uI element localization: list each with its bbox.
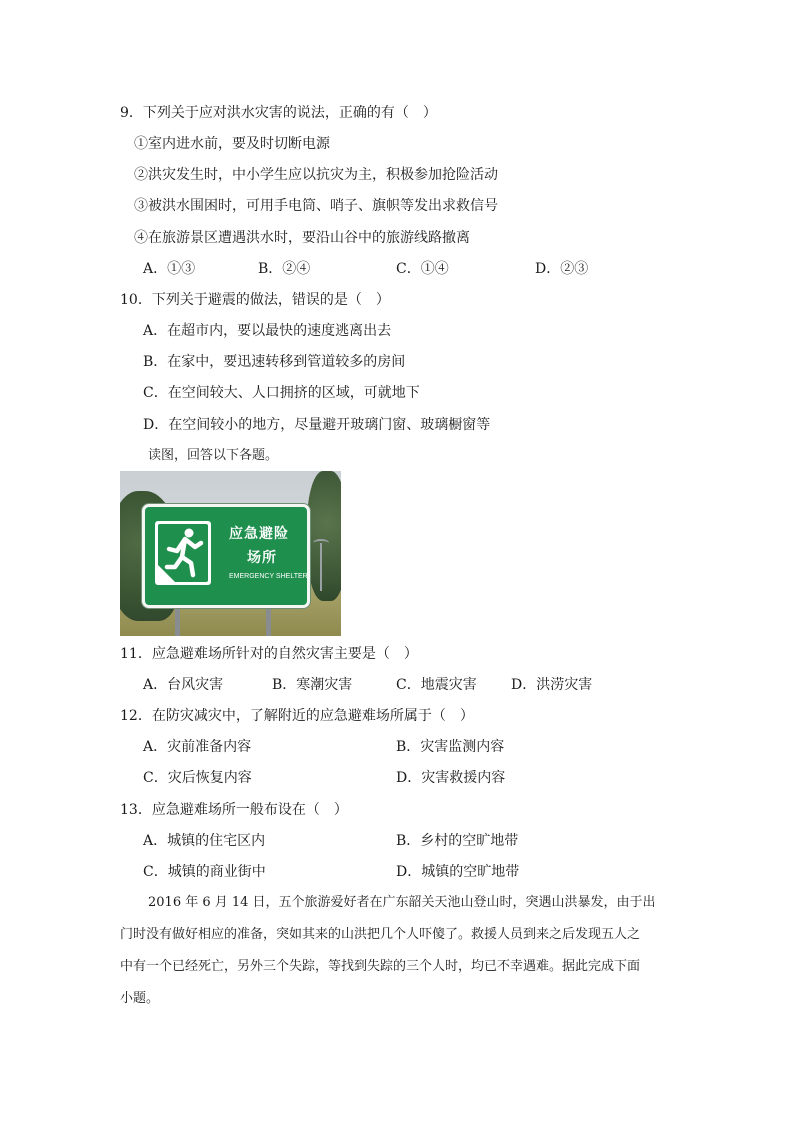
question-12-option-c: C．灾后恢复内容 (143, 770, 252, 786)
question-9-stem: 9．下列关于应对洪水灾害的说法，正确的有（ ） (120, 105, 437, 121)
passage-line-3: 中有一个已经死亡，另外三个失踪，等找到失踪的三个人时，均已不幸遇难。据此完成下面 (120, 959, 641, 974)
sign-text-line1: 应急避险 (229, 526, 289, 542)
question-9-item-2: ②洪灾发生时，中小学生应以抗灾为主，积极参加抢险活动 (134, 167, 498, 183)
question-9-item-1: ①室内进水前，要及时切断电源 (134, 136, 330, 152)
question-12-option-a: A．灾前准备内容 (143, 739, 252, 755)
question-13-option-b: B．乡村的空旷地带 (396, 833, 519, 849)
question-12-option-b: B．灾害监测内容 (396, 739, 505, 755)
sign-text-line2: 场所 (247, 550, 277, 566)
question-10-option-b: B．在家中，要迅速转移到管道较多的房间 (143, 354, 406, 370)
question-9-option-b: B．②④ (258, 261, 311, 277)
reading-instruction: 读图，回答以下各题。 (148, 448, 279, 463)
question-13-option-d: D．城镇的空旷地带 (396, 864, 520, 880)
question-9-item-3: ③被洪水围困时，可用手电筒、哨子、旗帜等发出求救信号 (134, 198, 498, 214)
question-11-stem: 11．应急避难场所针对的自然灾害主要是（ ） (120, 646, 418, 662)
question-13-option-c: C．城镇的商业街中 (143, 864, 266, 880)
sign-text-english: EMERGENCY SHELTER (229, 573, 308, 580)
question-12-option-d: D．灾害救援内容 (396, 770, 506, 786)
question-9-item-4: ④在旅游景区遭遇洪水时，要沿山谷中的旅游线路撤离 (134, 230, 470, 246)
question-10-option-d: D．在空间较小的地方，尽量避开玻璃门窗、玻璃橱窗等 (143, 417, 491, 433)
question-11-option-d: D．洪涝灾害 (511, 677, 593, 693)
question-11-option-c: C．地震灾害 (396, 677, 477, 693)
passage-line-2: 门时没有做好相应的准备，突如其来的山洪把几个人吓傻了。救援人员到来之后发现五人之 (120, 927, 641, 942)
passage-line-1: 2016 年 6 月 14 日，五个旅游爱好者在广东韶关天池山登山时，突遇山洪暴发，由于出 (148, 895, 656, 910)
passage-line-4: 小题。 (120, 991, 160, 1006)
question-9-option-c: C．①④ (396, 261, 449, 277)
question-9-option-a: A．①③ (143, 261, 196, 277)
tree (307, 471, 341, 601)
question-9-option-d: D．②③ (535, 261, 589, 277)
question-10-option-c: C．在空间较大、人口拥挤的区域，可就地下 (143, 385, 420, 401)
question-10-option-a: A．在超市内，要以最快的速度逃离出去 (143, 323, 392, 339)
question-12-stem: 12．在防灾减灾中，了解附近的应急避难场所属于（ ） (120, 708, 474, 724)
emergency-shelter-photo (120, 471, 341, 636)
question-13-option-a: A．城镇的住宅区内 (143, 833, 266, 849)
emergency-shelter-sign (142, 504, 310, 608)
question-11-option-b: B．寒潮灾害 (272, 677, 353, 693)
running-man-icon (155, 521, 211, 585)
street-lamp-pole (320, 543, 322, 591)
question-10-stem: 10．下列关于避震的做法，错误的是（ ） (120, 292, 390, 308)
question-11-option-a: A．台风灾害 (143, 677, 224, 693)
question-13-stem: 13．应急避难场所一般布设在（ ） (120, 802, 348, 818)
